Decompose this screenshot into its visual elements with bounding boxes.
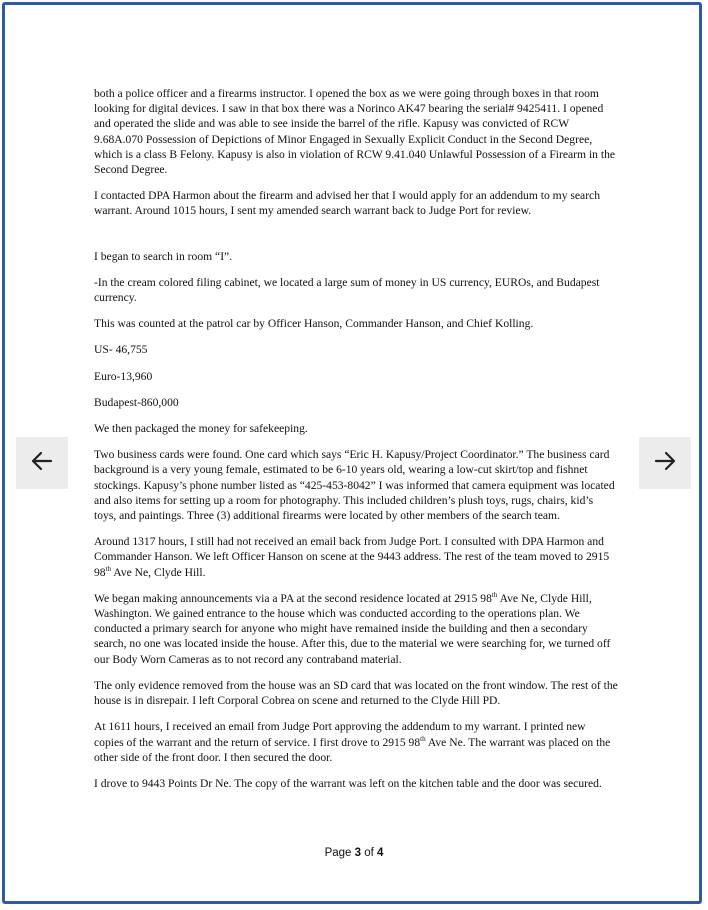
next-page-button[interactable]: [639, 437, 691, 489]
paragraph: We then packaged the money for safekeeping.: [94, 422, 308, 436]
paragraph: Euro-13,960: [94, 369, 153, 383]
page-of-label: of: [361, 847, 378, 859]
paragraph: We began making announcements via a PA at the second residence located at 2915 98th Ave Ne, Clyde Hill, Washington. We gained entrance to the house which was conducted according to the operations plan. We conducted a primary search for anyone who might have remained inside the building and then a secondary search, no one was located inside the house. After this, due to the material we were searching for, we turned off our Body Worn Cameras as to not record any contraband material.: [94, 591, 611, 666]
paragraph: -In the cream colored filing cabinet, we located a large sum of money in US currency, EUROs, and Budapest currency.: [94, 275, 600, 305]
paragraph: US- 46,755: [94, 343, 148, 357]
paragraph: Around 1317 hours, I still had not received an email back from Judge Port. I consulted with DPA Harmon and Commander Hanson. We left Officer Hanson on scene at the 9443 address. The rest of the team moved to 2915 98th Ave Ne, Clyde Hill.: [94, 535, 610, 579]
paragraph: I contacted DPA Harmon about the firearm and advised her that I would apply for an addendum to my search warrant. Around 1015 hours, I sent my amended search warrant back to Judge Port for review.: [94, 189, 601, 218]
paragraph: both a police officer and a firearms instructor. I opened the box as we were going through boxes in that room looking for digital devices. I saw in that box there was a Norinco AK47 bearing the serial# 9425411. I opened and operated the slide and was able to see inside the barrel of the rifle. Kapusy was convicted of RCW 9.68A.070 Possession of Depictions of Minor Engaged in Sexually Explicit Conduct in the Second Degree, which is a class B Felony. Kapusy is also in violation of RCW 9.41.040 Unlawful Possession of a Firearm in the Second Degree.: [94, 87, 616, 177]
page-label: Page: [324, 847, 355, 859]
paragraph: I began to search in room “I”.: [94, 249, 233, 263]
page-number: [0, 847, 708, 859]
current-page: 3: [354, 847, 362, 859]
previous-page-button[interactable]: [16, 437, 68, 489]
paragraph: Two business cards were found. One card which says “Eric H. Kapusy/Project Coordinator.” The business card background is a very young female, estimated to be 6-10 years old, wearing a low-cut skirt/top and fishnet stockings. Kapusy’s phone number listed as “425-453-8042” I was informed that camera equipment was located and also items for setting up a room for photography. This included children’s plush toys, rugs, chairs, kid’s toys, and paintings. Three (3) additional firearms were located by other members of the search team.: [94, 448, 615, 523]
paragraph: I drove to 9443 Points Dr Ne. The copy of the warrant was left on the kitchen table and the door was secured.: [94, 776, 602, 790]
total-pages: 4: [377, 847, 384, 859]
document-page: [94, 86, 618, 802]
arrow-right-icon: [652, 448, 678, 479]
paragraph: Budapest-860,000: [94, 395, 179, 409]
paragraph: The only evidence removed from the house was an SD card that was located on the front window. The rest of the house is in disrepair. I left Corporal Cobrea on scene and returned to the Clyde Hill PD.: [94, 678, 618, 708]
arrow-left-icon: [29, 448, 55, 479]
paragraph: This was counted at the patrol car by Officer Hanson, Commander Hanson, and Chief Kolling.: [94, 317, 534, 331]
paragraph: At 1611 hours, I received an email from Judge Port approving the addendum to my warrant. I printed new copies of the warrant and the return of service. I first drove to 2915 98th Ave Ne. The warrant was placed on the other side of the front door. I then secured the door.: [94, 720, 611, 764]
